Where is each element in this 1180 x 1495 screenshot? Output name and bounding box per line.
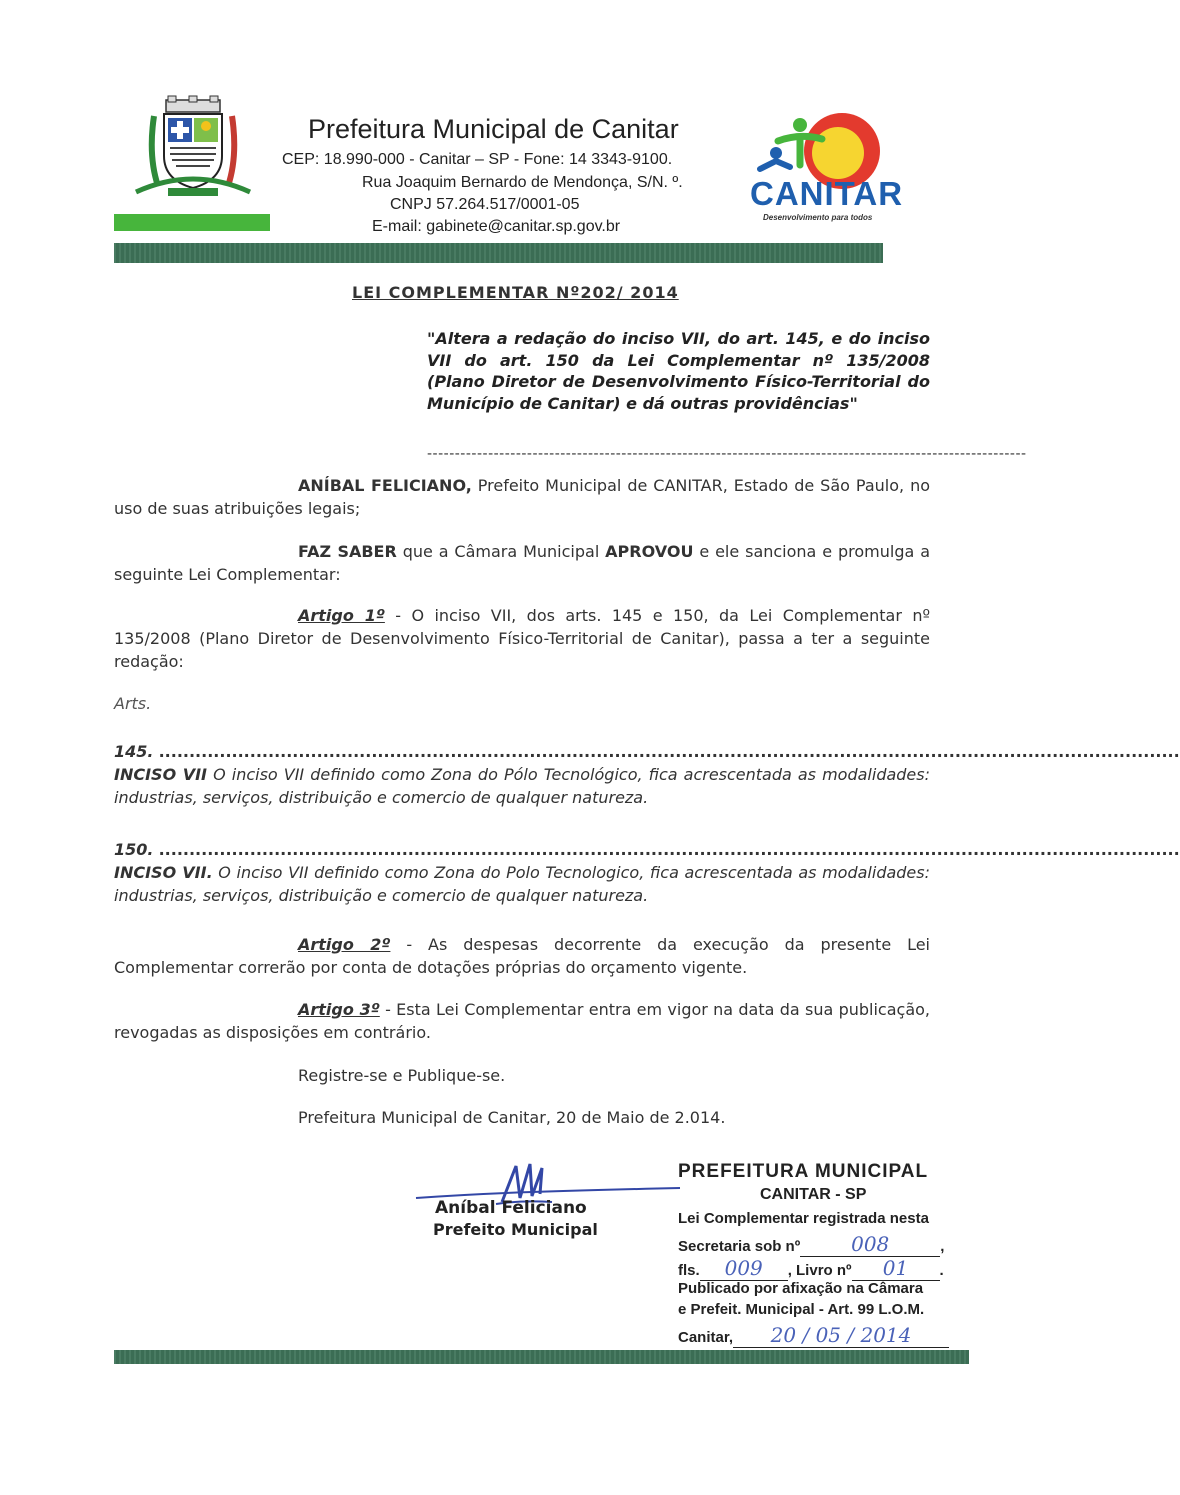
canitar-logo	[750, 113, 920, 228]
signatory-name: Aníbal Feliciano	[435, 1198, 587, 1218]
header-email: E-mail: gabinete@canitar.sp.gov.br	[372, 218, 621, 235]
header-divider-band	[114, 243, 883, 263]
municipality-title: Prefeitura Municipal de Canitar	[308, 114, 679, 144]
stamp-date-year: 2014	[860, 1323, 912, 1347]
promulga-text: e ele sanciona e promulga a seguinte Lei Complementar:	[114, 542, 931, 584]
stamp-title: PREFEITURA MUNICIPAL	[678, 1161, 929, 1182]
arts-label: Arts.	[114, 694, 152, 713]
article-150	[114, 838, 1180, 907]
paragraph-faz-saber	[114, 540, 930, 586]
article-3-text: - Esta Lei Complementar entra em vigor na data da sua publicação, revogadas as disposições em contrário.	[114, 1000, 931, 1042]
logo-wordmark: CANITAR	[750, 175, 904, 212]
article-2-label: Artigo 2º	[298, 935, 391, 954]
footer-divider-band	[114, 1350, 969, 1364]
stamp-date-row: Canitar, 20 / 05 / 2014	[678, 1323, 949, 1348]
stamp-city: CANITAR - SP	[760, 1186, 867, 1203]
stamp-registered: Lei Complementar registrada nesta	[678, 1210, 929, 1227]
article-1	[114, 604, 930, 673]
stamp-date-day: 20	[770, 1323, 797, 1347]
header-address-street: Rua Joaquim Bernardo de Mendonça, S/N. º.	[362, 174, 683, 191]
stamp-prefeit: e Prefeit. Municipal - Art. 99 L.O.M.	[678, 1301, 925, 1318]
aprovou-label: APROVOU	[605, 542, 694, 561]
fls-label: fls.	[678, 1262, 700, 1279]
article-3	[114, 998, 930, 1044]
article-150-dots: ........................................................................................................................................................................	[158, 840, 1180, 859]
logo-tagline: Desenvolvimento para todos	[763, 213, 873, 222]
stamp-date-label: Canitar,	[678, 1329, 734, 1346]
signatory-role: Prefeito Municipal	[433, 1220, 598, 1239]
article-145-dots: ........................................................................................................................................................................	[158, 742, 1180, 761]
article-1-text: - O inciso VII, dos arts. 145 e 150, da Lei Complementar nº 135/2008 (Plano Diretor de Desenvolvimento Físico-Territorial de Canitar), passa a ter a seguinte redação:	[114, 606, 930, 671]
article-145-number: 145.	[114, 742, 154, 761]
article-145	[114, 740, 1180, 809]
stamp-fls-row: fls. 009 , Livro nº 01 .	[678, 1256, 944, 1280]
article-145-inciso: INCISO VII	[114, 765, 208, 784]
paragraph-preamble	[114, 474, 930, 520]
article-150-number: 150.	[114, 840, 154, 859]
article-145-text: O inciso VII definido como Zona do Pólo Tecnológico, fica acrescentada as modalidades: industrias, serviços, distribuição e comercio de qualquer natureza.	[114, 765, 931, 807]
header-cnpj: CNPJ 57.264.517/0001-05	[390, 196, 580, 213]
law-ementa: "Altera a redação do inciso VII, do art. 145, e do inciso VII do art. 150 da Lei Complementar nº 135/2008 (Plano Diretor de Desenvolvimento Físico-Territorial do Município de Canitar) e dá outras providências"	[427, 329, 930, 413]
ementa-separator: ------------------------------------------------------------------------------------------------------------	[427, 446, 1027, 462]
secretaria-label: Secretaria sob nº	[678, 1238, 801, 1255]
faz-saber-text: que a Câmara Municipal	[396, 542, 606, 561]
header-address-cep: CEP: 18.990-000 - Canitar – SP - Fone: 14 3343-9100.	[282, 151, 673, 168]
fls-number: 009	[700, 1256, 788, 1281]
article-2-text: - As despesas decorrente da execução da presente Lei Complementar correrão por conta de dotações próprias do orçamento vigente.	[114, 935, 931, 977]
faz-saber-label: FAZ SABER	[298, 542, 397, 561]
law-title: LEI COMPLEMENTAR Nº202/ 2014	[352, 283, 679, 302]
stamp-publicado: Publicado por afixação na Câmara	[678, 1280, 924, 1297]
article-3-label: Artigo 3º	[298, 1000, 380, 1019]
secretaria-number: 008	[800, 1232, 940, 1257]
livro-label: , Livro nº	[787, 1262, 852, 1279]
article-2	[114, 933, 930, 979]
closing-date-place: Prefeitura Municipal de Canitar, 20 de Maio de 2.014.	[298, 1108, 726, 1127]
article-150-inciso: INCISO VII.	[114, 863, 213, 882]
closing-registre: Registre-se e Publique-se.	[298, 1066, 506, 1085]
stamp-date-month: 05	[815, 1323, 842, 1347]
mayor-name: ANÍBAL FELICIANO,	[298, 476, 472, 495]
header-green-bar	[114, 214, 270, 231]
stamp-secretaria-row: Secretaria sob nº 008 ,	[678, 1232, 945, 1256]
article-150-text: O inciso VII definido como Zona do Polo Tecnologico, fica acrescentada as modalidades: industrias, serviços, distribuição e comercio de qualquer natureza.	[114, 863, 930, 905]
preamble-text: Prefeito Municipal de CANITAR, Estado de São Paulo, no uso de suas atribuições legais;	[114, 476, 931, 518]
municipal-coat-of-arms-icon	[128, 96, 258, 206]
article-1-label: Artigo 1º	[298, 606, 385, 625]
livro-number: 01	[852, 1256, 940, 1281]
